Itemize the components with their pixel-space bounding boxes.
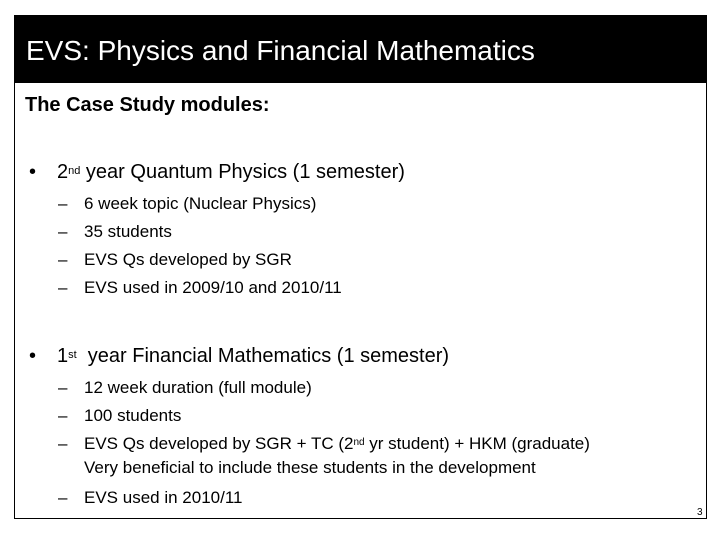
- bullet-sup: nd: [68, 165, 81, 177]
- sub-item-text: EVS Qs developed by SGR: [84, 250, 292, 269]
- bullet-marker: •: [29, 161, 37, 183]
- sub-item-text: 35 students: [84, 222, 172, 241]
- slide-subtitle: The Case Study modules:: [25, 94, 270, 116]
- bullet-prefix: 2: [57, 161, 69, 183]
- bullet-rest: year Quantum Physics (1 semester): [80, 161, 405, 183]
- bullet-rest: year Financial Mathematics (1 semester): [76, 345, 450, 367]
- dash-marker: –: [58, 194, 68, 213]
- bullet-text: [57, 160, 405, 184]
- sub-item-sup: nd: [353, 437, 365, 448]
- bullet-text: [57, 344, 449, 368]
- dash-marker: –: [58, 222, 68, 241]
- sub-item-text: 6 week topic (Nuclear Physics): [84, 194, 317, 213]
- dash-marker: –: [58, 406, 68, 425]
- dash-marker: –: [58, 434, 68, 453]
- sub-item-text: EVS used in 2010/11: [84, 488, 243, 507]
- sub-item-continuation: Very beneficial to include these students in the development: [84, 458, 536, 477]
- page-number: 3: [697, 507, 703, 518]
- bullet-marker: •: [29, 345, 37, 367]
- dash-marker: –: [58, 278, 68, 297]
- sub-item-text: 12 week duration (full module): [84, 378, 312, 397]
- slide-title: EVS: Physics and Financial Mathematics: [26, 35, 535, 66]
- title-bar: [14, 15, 707, 83]
- sub-item-text: [84, 433, 590, 455]
- sub-item-text: 100 students: [84, 406, 182, 425]
- bullet-prefix: 1: [57, 345, 69, 367]
- sub-item-text-b: yr student) + HKM (graduate): [364, 434, 590, 453]
- dash-marker: –: [58, 250, 68, 269]
- dash-marker: –: [58, 488, 68, 507]
- dash-marker: –: [58, 378, 68, 397]
- sub-item-text: EVS used in 2009/10 and 2010/11: [84, 278, 342, 297]
- bullet-sup: st: [68, 349, 77, 361]
- sub-item-text-a: EVS Qs developed by SGR + TC (2: [84, 434, 354, 453]
